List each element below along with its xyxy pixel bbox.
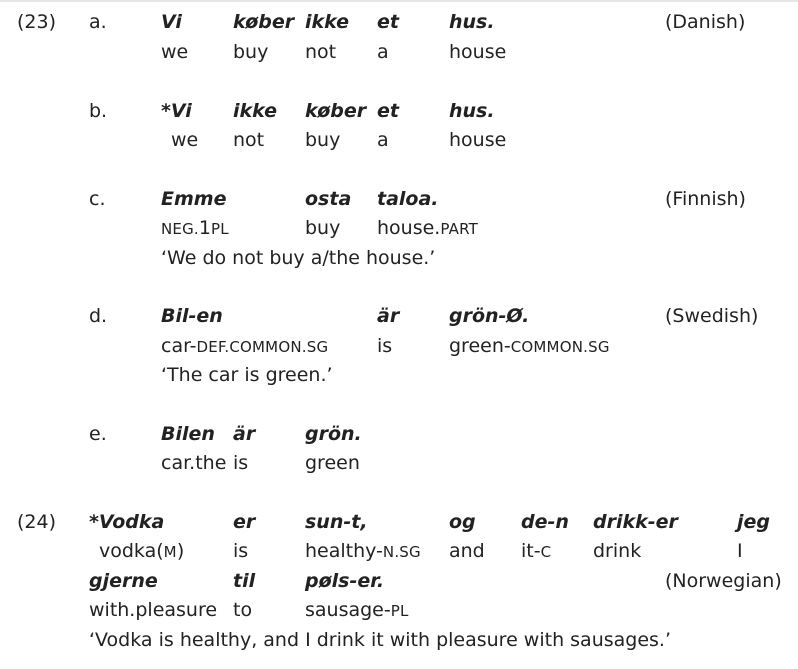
example-number-24: (24) [17,511,57,533]
word-24-3: sun-t, [305,511,368,533]
translation-23c: ‘We do not buy a/the house.’ [161,247,436,269]
gloss-sausage: sausage- [305,599,391,621]
gloss-23e-2: is [233,452,249,474]
gloss-24-5 [521,539,551,564]
word-23b-5: hus. [449,100,495,122]
word-23a-3: ikke [305,11,349,33]
gloss-person: 1 [198,217,211,239]
word-23a-2: køber [233,11,295,33]
gloss-23a-3: not [305,41,337,63]
gloss-24-7: I [737,540,743,562]
word-24-9: til [233,570,256,592]
gloss-plural: PL [210,220,229,238]
word-23e-1: Bilen [161,423,215,445]
gloss-23a-4: a [377,41,389,63]
word-23d-3: grön-Ø. [449,305,530,327]
translation-23d: ‘The car is green.’ [161,364,333,386]
word-23e-2: är [233,423,256,445]
gloss-23a-5: house [449,41,507,63]
gloss-23d-1 [161,334,328,359]
word-24-5: de-n [521,511,569,533]
gloss-23b-4: a [377,129,389,151]
gloss-24-9: to [233,599,253,621]
gloss-23e-1: car.the [161,452,227,474]
gloss-23a-2: buy [233,41,269,63]
sub-label-d: d. [89,305,108,327]
word-23b-4: et [377,100,399,122]
gloss-23c-2: buy [305,217,341,239]
gloss-healthy: healthy- [305,540,383,562]
sub-label-b: b. [89,100,108,122]
gloss-24-4: and [449,540,485,562]
word-23d-2: är [377,305,400,327]
gloss-24-2: is [233,540,249,562]
gloss-23a-1: we [161,41,189,63]
example-number-23: (23) [17,11,57,33]
word-24-7: jeg [737,511,770,533]
gloss-23b-1: we [171,129,199,151]
word-23a-4: et [377,11,399,33]
gloss-23c-3 [377,216,478,241]
word-23a-1: Vi [161,11,182,33]
language-finnish: (Finnish) [665,188,746,210]
gloss-partitive: PART [440,220,478,238]
language-swedish: (Swedish) [665,305,759,327]
sub-label-a: a. [89,11,107,33]
top-divider [0,0,798,2]
gloss-23b-5: house [449,129,507,151]
gloss-24-8: with.pleasure [89,599,218,621]
gloss-23c-1 [161,216,229,241]
word-23a-5: hus. [449,11,495,33]
gloss-24-6: drink [593,540,642,562]
word-24-10: pøls-er. [305,570,385,592]
language-danish: (Danish) [665,11,746,33]
word-23c-1: Emme [161,188,227,210]
word-24-4: og [449,511,476,533]
word-24-8: gjerne [89,570,158,592]
word-23b-2: ikke [233,100,277,122]
word-23d-1: Bil-en [161,305,223,327]
gloss-house: house. [377,217,441,239]
word-23c-2: osta [305,188,352,210]
translation-24: ‘Vodka is healthy, and I drink it with pleasure with sausages.’ [89,629,672,651]
gloss-vodka: vodka( [99,540,164,562]
language-norwegian: (Norwegian) [665,570,782,592]
gloss-car: car- [161,335,197,357]
sub-label-e: e. [89,423,107,445]
gloss-23d-3 [449,334,610,359]
gloss-neg: NEG. [161,220,199,238]
gloss-24-10 [305,598,409,623]
sub-label-c: c. [89,188,106,210]
gloss-23e-3: green [305,452,360,474]
gloss-24-1 [99,539,184,564]
word-24-6: drikk-er [593,511,678,533]
gloss-23b-3: buy [305,129,341,151]
word-24-1: *Vodka [89,511,165,533]
word-23c-3: taloa. [377,188,439,210]
gloss-24-3 [305,539,421,564]
gloss-it: it- [521,540,541,562]
gloss-n-sg: N.SG [382,543,421,561]
word-23b-3: køber [305,100,367,122]
word-23b-1: *Vi [161,100,192,122]
gloss-pl: PL [390,602,409,620]
word-24-2: er [233,511,256,533]
gloss-masculine: M [163,543,177,561]
gloss-green: green- [449,335,511,357]
gloss-23d-2: is [377,335,393,357]
gloss-common: C [540,543,552,561]
gloss-def-common-sg: DEF.COMMON.SG [196,338,329,356]
gloss-23b-2: not [233,129,265,151]
word-23e-3: grön. [305,423,362,445]
gloss-common-sg: COMMON.SG [510,338,610,356]
gloss-vodka-close: ) [176,540,185,562]
